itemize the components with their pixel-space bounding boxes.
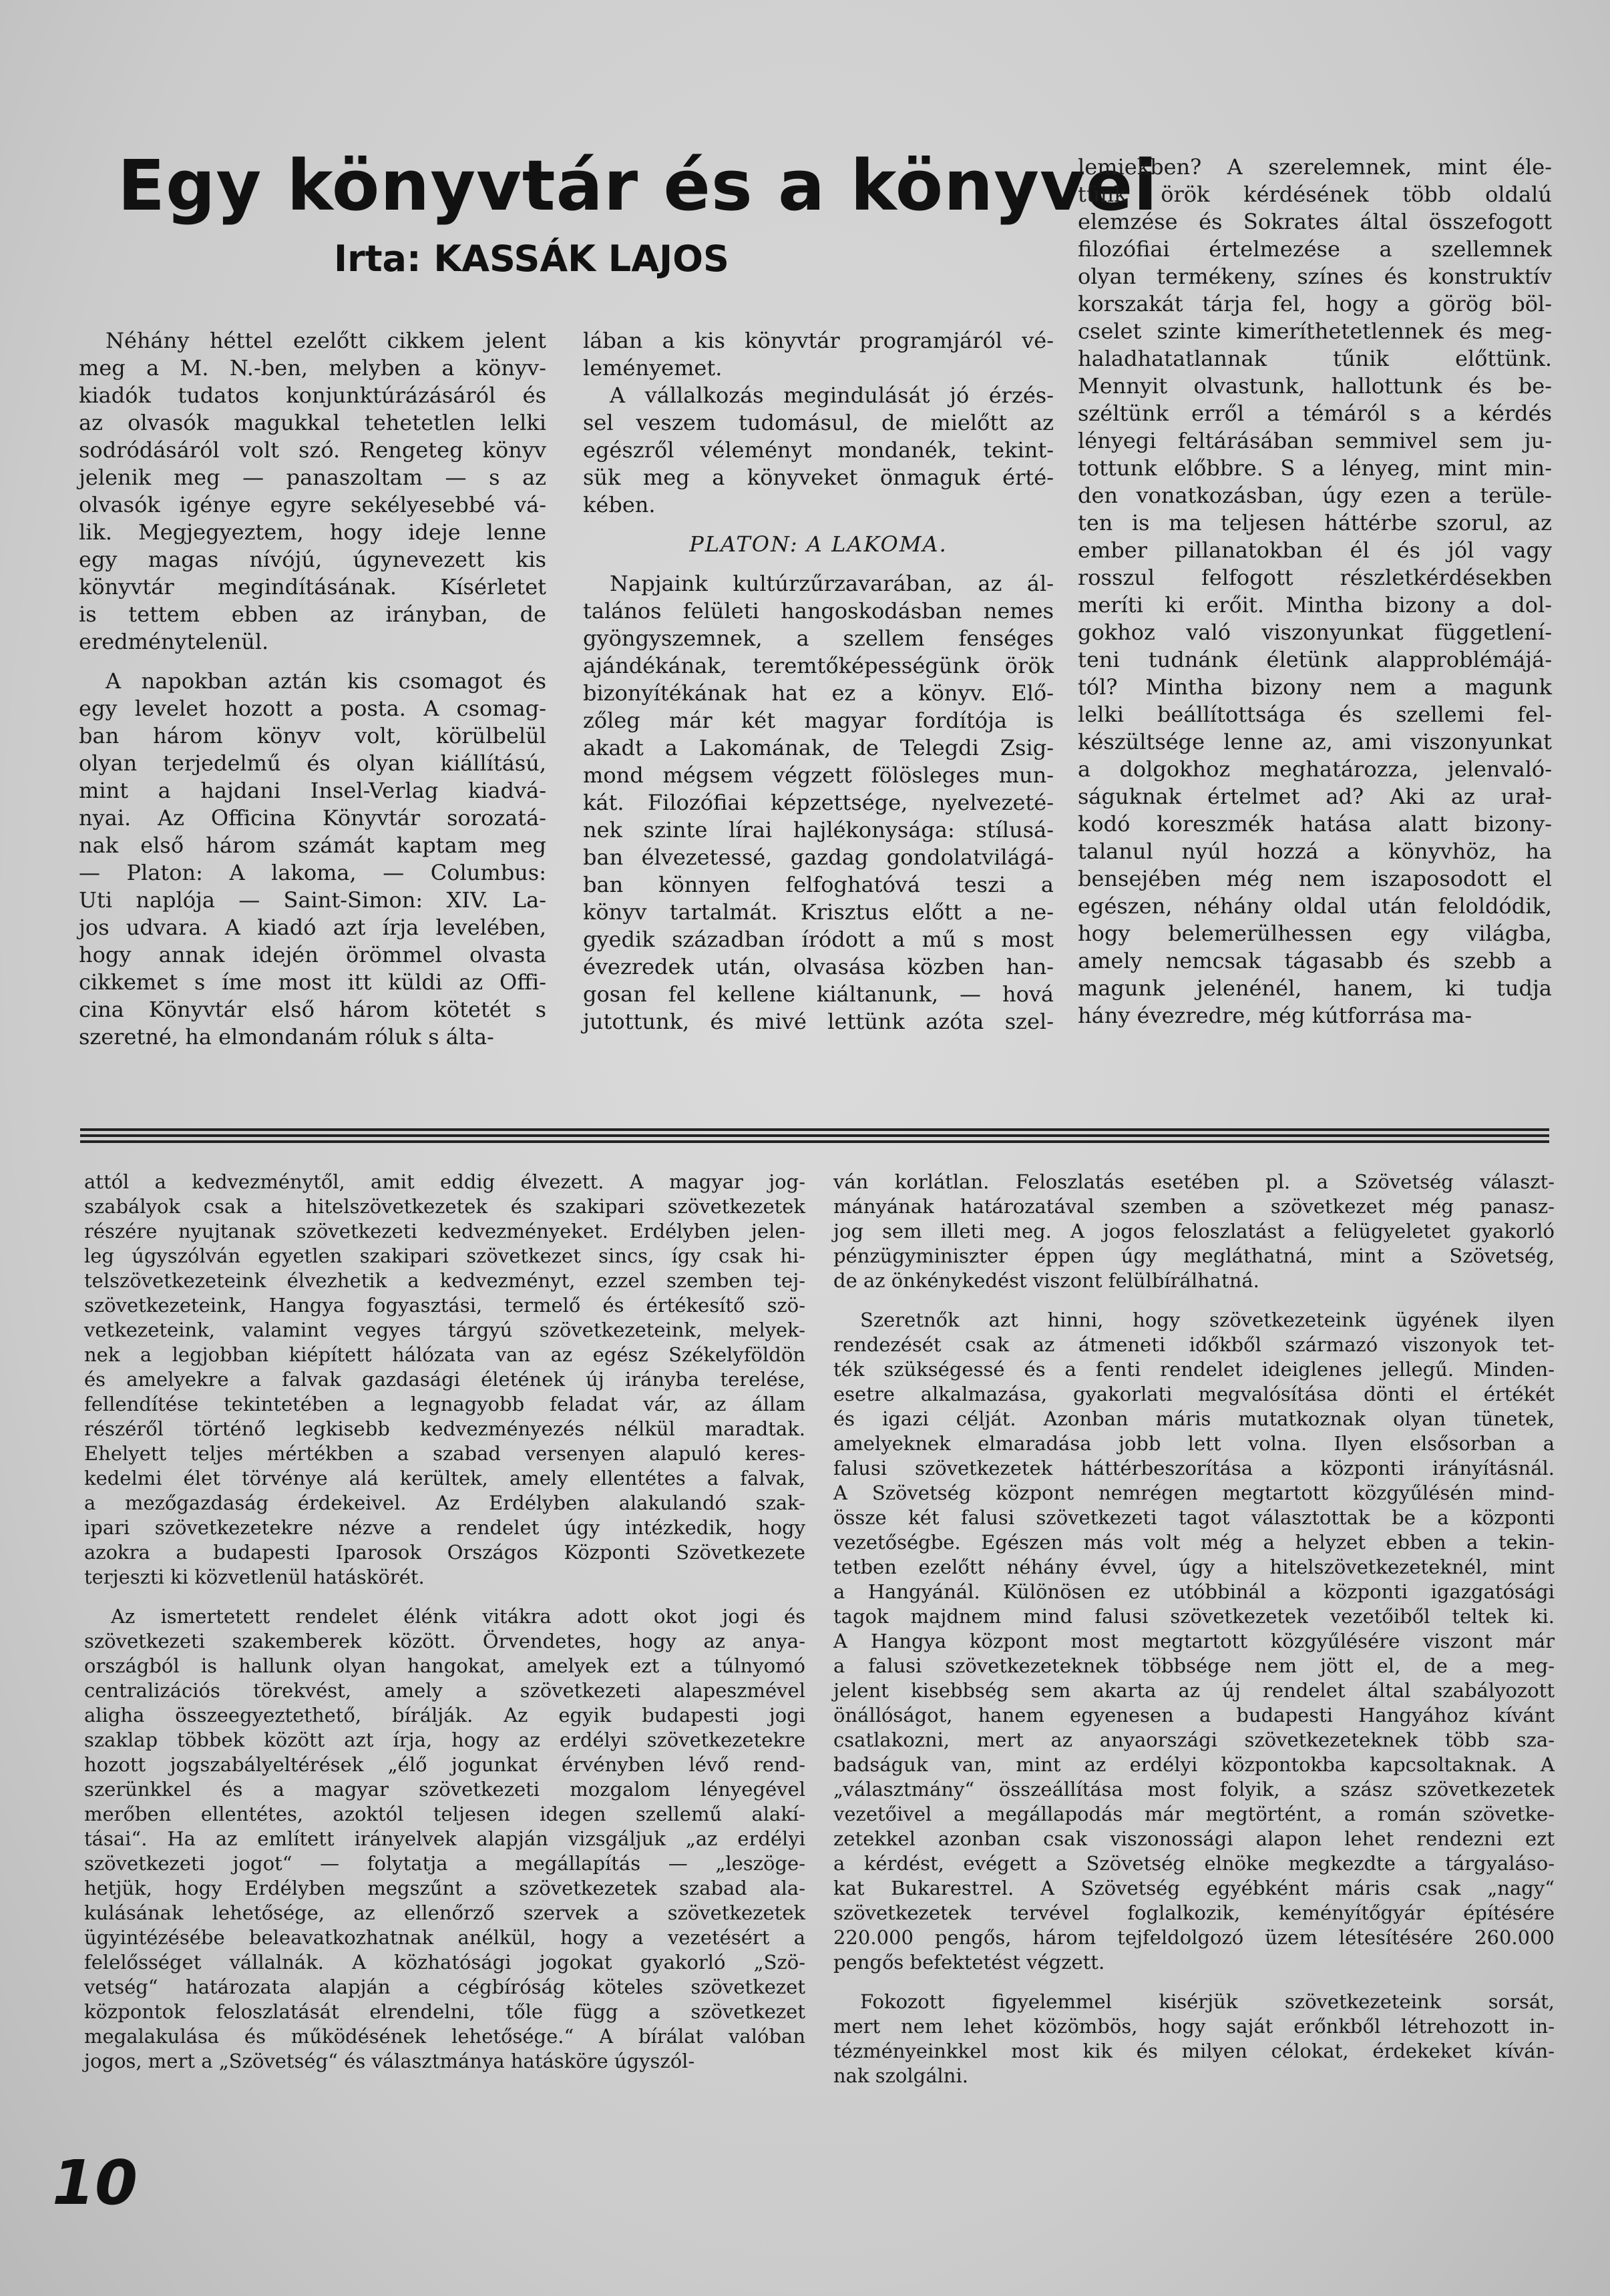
text-line: országból is hallunk olyan hangokat, amelyek ezt a túlnyomó bbox=[84, 1654, 805, 1677]
text-line: szövetkezeti szakemberek között. Örvendetes, hogy az anya- bbox=[84, 1630, 805, 1652]
text-line: felelősséget vállalnák. A közhatósági jogokat gyakorló „Szö- bbox=[84, 1951, 805, 1974]
text-line: nak első három számát kaptam meg bbox=[79, 833, 546, 858]
text-line: tetben ezelőtt néhány évvel, úgy a hitelszövetkezeteknél, mint bbox=[833, 1556, 1555, 1578]
text-line: lik. Megjegyeztem, hogy ideje lenne bbox=[79, 519, 546, 545]
text-line: sel veszem tudomásul, de mielőtt az bbox=[583, 410, 1054, 435]
text-line: azokra a budapesti Iparosok Országos Központi Szövetkezete bbox=[84, 1541, 805, 1564]
text-line: önállóságot, hanem egyenesen a budapesti Hangyához kívánt bbox=[833, 1704, 1555, 1727]
text-line: évezredek után, olvasása közben han- bbox=[583, 954, 1054, 979]
text-line: készültsége lenne az, ami viszonyunkat bbox=[1078, 729, 1552, 754]
paragraph-gap bbox=[583, 558, 1054, 570]
text-line: gyedik században íródott a mű s most bbox=[583, 927, 1054, 952]
text-line: centralizációs törekvést, amely a szövetkezeti alapeszmével bbox=[84, 1679, 805, 1702]
text-line: tünk örök kérdésének több oldalú bbox=[1078, 182, 1552, 207]
article-column-1 bbox=[79, 327, 546, 1051]
text-line: ban könnyen felfoghatóvá teszi a bbox=[583, 872, 1054, 897]
text-line: Néhány héttel ezelőtt cikkem jelent bbox=[106, 328, 546, 353]
text-line: könyvtár megindításának. Kísérletet bbox=[79, 574, 546, 600]
text-line: vetkezeteink, valamint vegyes tárgyú szövetkezeteink, melyek- bbox=[84, 1319, 805, 1341]
section-divider bbox=[80, 1128, 1549, 1143]
text-line: könyv tartalmát. Krisztus előtt a ne- bbox=[583, 899, 1054, 925]
text-line: zetekkel azonban csak viszonossági alapon lehet rendezni ezt bbox=[833, 1827, 1555, 1850]
text-line: ban három könyv volt, körülbelül bbox=[79, 723, 546, 748]
text-line: rosszul felfogott részletkérdésekben bbox=[1078, 565, 1552, 590]
text-line: jelent kisebbség sem akarta az új rendelet által szabályozott bbox=[833, 1679, 1555, 1702]
text-line: szövetkezetek tervével foglalkozik, keményítőgyár építésére bbox=[833, 1901, 1555, 1924]
text-line: bensejében még nem iszaposodott el bbox=[1078, 866, 1552, 891]
text-line: mányának határozatával szemben a szövetkezet még panasz- bbox=[833, 1195, 1555, 1218]
text-line: A napokban aztán kis csomagot és bbox=[106, 668, 546, 694]
text-line: magunk jelenénél, hanem, ki tudja bbox=[1078, 975, 1552, 1001]
text-line: a kérdést, evégett a Szövetség elnöke megkezdte a tárgyaláso- bbox=[833, 1852, 1555, 1875]
text-line: hogy belemerülhessen egy világba, bbox=[1078, 921, 1552, 946]
text-line: szerünkkel és a magyar szövetkezeti mozgalom lényegével bbox=[84, 1778, 805, 1801]
text-line: hetjük, hogy Erdélyben megszűnt a szövetkezetek szabad ala- bbox=[84, 1877, 805, 1899]
text-line: szabályok csak a hitelszövetkezetek és szakipari szövetkezetek bbox=[84, 1195, 805, 1218]
text-line: cselet szinte kimeríthetetlennek és meg- bbox=[1078, 318, 1552, 344]
text-line: ajándékának, teremtőképességünk örök bbox=[583, 653, 1054, 678]
text-line: ember pillanatokban él és jól vagy bbox=[1078, 537, 1552, 563]
paragraph-gap bbox=[833, 1975, 1555, 1990]
text-line: csatlakozni, mert az anyaországi szövetkezeteknek több sza- bbox=[833, 1729, 1555, 1751]
text-line: meríti ki erőit. Mintha bizony a dol- bbox=[1078, 592, 1552, 618]
text-line: nek szinte lírai hajlékonysága: stílusá- bbox=[583, 817, 1054, 843]
text-line: kiadók tudatos konjunktúrázásáról és bbox=[79, 383, 546, 408]
text-line: kat Bukarestтel. A Szövetség egyébként máris csak „nagy“ bbox=[833, 1877, 1555, 1899]
text-line: meg a M. N.-ben, melyben a könyv- bbox=[79, 355, 546, 381]
text-line: cikkemet s íme most itt küldi az Offi- bbox=[79, 969, 546, 995]
text-line: nek a legjobban kiépített hálózata van az egész Székelyföldön bbox=[84, 1343, 805, 1366]
text-line: ték szükségessé és a fenti rendelet ideiglenes jellegű. Minden- bbox=[833, 1358, 1555, 1381]
text-line: a falusi szövetkezeteknek többsége nem jött el, de a meg- bbox=[833, 1654, 1555, 1677]
text-line: Uti naplója — Saint-Simon: XIV. La- bbox=[79, 887, 546, 913]
text-line: zőleg már két magyar fordítója is bbox=[583, 708, 1054, 733]
article-title: Egy könyvtár és a könyvei bbox=[118, 145, 1158, 226]
text-line: falusi szövetkezetek háttérbeszorítása a központi irányításnál. bbox=[833, 1457, 1555, 1479]
text-line: szeretné, ha elmondanám róluk s álta- bbox=[79, 1024, 494, 1050]
text-line: amelyeknek elmaradása jobb lett volna. Ilyen elsősorban a bbox=[833, 1432, 1555, 1455]
text-line: Napjaink kultúrzűrzavarában, az ál- bbox=[610, 571, 1054, 596]
text-line: egészen, néhány oldal után feloldódik, bbox=[1078, 893, 1552, 919]
text-line: gokhoz való viszonyunkat függetlení- bbox=[1078, 620, 1552, 645]
text-line: jogos, mert a „Szövetség“ és választmánya hatásköre úgyszól- bbox=[84, 2050, 695, 2072]
text-line: központok feloszlatását elrendelni, tőle függ a szövetkezet bbox=[84, 2000, 805, 2023]
text-line: gosan fel kellene kiáltanunk, — hová bbox=[583, 981, 1054, 1007]
text-line: jog sem illeti meg. A jogos feloszlatást a felügyeletet gyakorló bbox=[833, 1220, 1555, 1242]
text-line: olyan terjedelmű és olyan kiállítású, bbox=[79, 750, 546, 776]
text-line: amely nemcsak tágasabb és szebb a bbox=[1078, 948, 1552, 973]
text-line: ban élvezetessé, gazdag gondolatvilágá- bbox=[583, 845, 1054, 870]
text-line: hogy annak idején örömmel olvasta bbox=[79, 942, 546, 967]
text-line: cina Könyvtár első három kötetét s bbox=[79, 997, 546, 1022]
text-line: lában a kis könyvtár programjáról vé- bbox=[583, 328, 1054, 353]
text-line: sodródásáról volt szó. Rengeteg könyv bbox=[79, 437, 546, 463]
text-line: badságuk van, mint az erdélyi központokba kapcsoltaknak. A bbox=[833, 1753, 1555, 1776]
text-line: ságuknak értelmet ad? Aki az urał- bbox=[1078, 784, 1552, 809]
text-line: is tettem ebben az irányban, de bbox=[79, 602, 546, 627]
text-line: vezetőivel a megállapodás már megtörtént, a román szövetke- bbox=[833, 1803, 1555, 1825]
text-line: lényegi feltárásában semmivel sem ju- bbox=[1078, 428, 1552, 453]
text-line: gyöngyszemnek, a szellem fenséges bbox=[583, 626, 1054, 651]
text-line: eredménytelenül. bbox=[79, 629, 269, 654]
text-line: 220.000 pengős, három tejfeldolgozó üzem létesítésére 260.000 bbox=[833, 1926, 1555, 1949]
text-line: lemiekben? A szerelemnek, mint éle- bbox=[1078, 154, 1552, 180]
text-line: A Szövetség központ nemrégen megtartott közgyűlésén mind- bbox=[833, 1481, 1555, 1504]
text-line: ügyintézésébe beleavatkozhatnak anélkül, hogy a vezetésért a bbox=[84, 1926, 805, 1949]
text-line: haladhatatlannak tűnik előttünk. bbox=[1078, 346, 1552, 371]
text-line: kát. Filozófiai képzettsége, nyelvezeté- bbox=[583, 790, 1054, 815]
text-line: olyan termékeny, színes és konstruktív bbox=[1078, 264, 1552, 289]
text-line: „választmány“ összeállítása most folyik, a szász szövetkezetek bbox=[833, 1778, 1555, 1801]
text-line: szövetkezeti jogot“ — folytatja a megállapítás — „leszöge- bbox=[84, 1852, 805, 1875]
text-line: jos udvara. A kiadó azt írja levelében, bbox=[79, 915, 546, 940]
text-line: korszakát tárja fel, hogy a görög böl- bbox=[1078, 291, 1552, 316]
text-line: lelki beállítottsága és szellemi fel- bbox=[1078, 702, 1552, 727]
paragraph-gap bbox=[84, 1590, 805, 1604]
text-line: a mezőgazdaság érdekeivel. Az Erdélyben alakulandó szak- bbox=[84, 1491, 805, 1514]
text-line: tottunk előbbre. S a lényeg, mint min- bbox=[1078, 455, 1552, 481]
text-line: ipari szövetkezetekre nézve a rendelet úgy intézkedik, hogy bbox=[84, 1516, 805, 1539]
text-line: esetre alkalmazása, gyakorlati megvalósítása dönti el értékét bbox=[833, 1383, 1555, 1405]
text-line: akadt a Lakomának, de Telegdi Zsig- bbox=[583, 735, 1054, 760]
text-line: jelenik meg — panaszoltam — s az bbox=[79, 465, 546, 490]
page-number: 10 bbox=[52, 2147, 138, 2219]
lower-column-right bbox=[833, 1170, 1555, 2088]
text-line: szaklap többek között azt írja, hogy az erdélyi szövetkezetekre bbox=[84, 1729, 805, 1751]
text-line: Szeretnők azt hinni, hogy szövetkezeteink ügyének ilyen bbox=[860, 1309, 1555, 1331]
text-line: — Platon: A lakoma, — Columbus: bbox=[79, 860, 546, 885]
text-line: den vonatkozásban, úgy ezen a terüle- bbox=[1078, 483, 1552, 508]
text-line: teni tudnánk életünk alapproblémájá- bbox=[1078, 647, 1552, 672]
text-line: tól? Mintha bizony nem a magunk bbox=[1078, 674, 1552, 700]
text-line: fellendítése tekintetében a legnagyobb feladat vár, az állam bbox=[84, 1393, 805, 1415]
text-line: kedelmi élet törvénye alá kerültek, amely ellentétes a falvak, bbox=[84, 1467, 805, 1489]
text-line: telszövetkezeteink élvezhetik a kedvezményt, ezzel szemben tej- bbox=[84, 1269, 805, 1292]
text-line: Az ismertetett rendelet élénk vitákra adott okot jogi és bbox=[111, 1605, 805, 1628]
text-line: bizonyítékának hat ez a könyv. Elő- bbox=[583, 680, 1054, 706]
text-line: részére nyujtanak szövetkezeti kedvezményeket. Erdélyben jelen- bbox=[84, 1220, 805, 1242]
text-line: leg úgyszólván egyetlen szakipari szövetkezet sincs, így csak hi- bbox=[84, 1244, 805, 1267]
text-line: a Hangyánál. Különösen ez utóbbinál a központi igazgatósági bbox=[833, 1580, 1555, 1603]
text-line: kében. bbox=[583, 492, 656, 517]
text-line: Ehelyett teljes mértékben a szabad versenyen alapuló keres- bbox=[84, 1442, 805, 1465]
text-line: de az önkénykedést viszont felülbírálhatná. bbox=[833, 1269, 1259, 1292]
text-line: és amelyekre a falvak gazdasági életének új irányba terelése, bbox=[84, 1368, 805, 1391]
text-line: PLATON: A LAKOMA. bbox=[689, 531, 948, 557]
article-byline: Irta: KASSÁK LAJOS bbox=[334, 238, 729, 280]
text-line: ten is ma teljesen háttérbe szorul, az bbox=[1078, 510, 1552, 535]
text-line: mert nem lehet közömbös, hogy saját erőnkből létrehozott in- bbox=[833, 2015, 1555, 2038]
text-line: az olvasók magukkal tehetetlen lelki bbox=[79, 410, 546, 435]
text-line: pénzügyminiszter éppen úgy megláthatná, mint a Szövetség, bbox=[833, 1244, 1555, 1267]
text-line: nak szolgálni. bbox=[833, 2064, 968, 2087]
text-line: talanul nyúl hozzá a könyvhöz, ha bbox=[1078, 839, 1552, 864]
text-line: jutottunk, és mivé lettünk azóta szel- bbox=[583, 1009, 1054, 1034]
text-line: A vállalkozás megindulását jó érzés- bbox=[610, 383, 1054, 408]
text-line: tagok majdnem mind falusi szövetkezetek vezetőiből teltek ki. bbox=[833, 1605, 1555, 1628]
text-line: pengős befektetést végzett. bbox=[833, 1951, 1105, 1974]
text-line: szövetkezeteink, Hangya fogyasztási, termelő és értékesítő szö- bbox=[84, 1294, 805, 1317]
text-line: és igazi célját. Azonban máris mutatkoznak olyan tünetek, bbox=[833, 1407, 1555, 1430]
text-line: egy magas nívójú, úgynevezett kis bbox=[79, 547, 546, 572]
text-line: össze két falusi szövetkezeti tagot választottak be a központi bbox=[833, 1506, 1555, 1529]
text-line: mond mégsem végzett fölösleges mun- bbox=[583, 762, 1054, 788]
text-line: mint a hajdani Insel-Verlag kiadvá- bbox=[79, 778, 546, 803]
text-line: vezetőségbe. Egészen más volt még a helyzet ebben a tekin- bbox=[833, 1531, 1555, 1554]
text-line: hozott jogszabályeltérések „élő jogunkat érvényben lévő rend- bbox=[84, 1753, 805, 1776]
lower-column-left bbox=[84, 1170, 805, 2074]
text-line: A Hangya központ most megtartott közgyűlésére viszont már bbox=[833, 1630, 1555, 1652]
article-column-2 bbox=[583, 327, 1054, 1036]
paragraph-gap bbox=[79, 656, 546, 668]
text-line: vetség“ határozata alapján a cégbíróság köteles szövetkezet bbox=[84, 1976, 805, 1998]
text-line: hány évezredre, még kútforrása ma- bbox=[1078, 1003, 1472, 1028]
text-line: terjeszti ki közvetlenül hatáskörét. bbox=[84, 1566, 425, 1588]
text-line: aligha összeegyeztethető, bírálják. Az egyik budapesti jogi bbox=[84, 1704, 805, 1727]
paragraph-gap bbox=[833, 1293, 1555, 1308]
text-line: kulásának lehetősége, az ellenőrző szervek a szövetkezetek bbox=[84, 1901, 805, 1924]
text-line: elemzése és Sokrates által összefogott bbox=[1078, 209, 1552, 234]
paragraph-gap bbox=[583, 519, 1054, 531]
text-line: kodó koreszmék hatása alatt bizony- bbox=[1078, 811, 1552, 837]
text-line: megalakulása és működésének lehetősége.“ A bírálat valóban bbox=[84, 2025, 805, 2048]
text-line: Fokozott figyelemmel kisérjük szövetkezeteink sorsát, bbox=[860, 1990, 1555, 2013]
text-line: egészről véleményt mondanék, tekint- bbox=[583, 437, 1054, 463]
text-line: tézményeinkkel most kik és milyen célokat, érdekeket kíván- bbox=[833, 2040, 1555, 2062]
text-line: talános felületi hangoskodásban nemes bbox=[583, 598, 1054, 624]
text-line: a dolgokhoz meghatározza, jelenvaló- bbox=[1078, 756, 1552, 782]
text-line: Mennyit olvastunk, hallottunk és be- bbox=[1078, 373, 1552, 399]
text-line: széltünk erről a témáról s a kérdés bbox=[1078, 401, 1552, 426]
text-line: ván korlátlan. Feloszlatás esetében pl. a Szövetség választ- bbox=[833, 1170, 1555, 1193]
text-line: filozófiai értelmezése a szellemnek bbox=[1078, 236, 1552, 262]
text-line: részéről történő legkisebb kedvezményezés nélkül maradtak. bbox=[84, 1417, 805, 1440]
article-column-3 bbox=[1078, 154, 1552, 1029]
text-line: tásai“. Ha az említett irányelvek alapján vizsgáljuk „az erdélyi bbox=[84, 1827, 805, 1850]
text-line: olvasók igénye egyre sekélyesebbé vá- bbox=[79, 492, 546, 517]
text-line: merőben ellentétes, azoktól teljesen idegen szellemű alakí- bbox=[84, 1803, 805, 1825]
text-line: rendezését csak az átmeneti időkből származó viszonyok tet- bbox=[833, 1333, 1555, 1356]
text-line: nyai. Az Officina Könyvtár sorozatá- bbox=[79, 805, 546, 831]
text-line: attól a kedvezménytől, amit eddig élvezett. A magyar jog- bbox=[84, 1170, 805, 1193]
text-line: egy levelet hozott a posta. A csomag- bbox=[79, 696, 546, 721]
text-line: sük meg a könyveket önmaguk érté- bbox=[583, 465, 1054, 490]
text-line: leményemet. bbox=[583, 355, 723, 381]
